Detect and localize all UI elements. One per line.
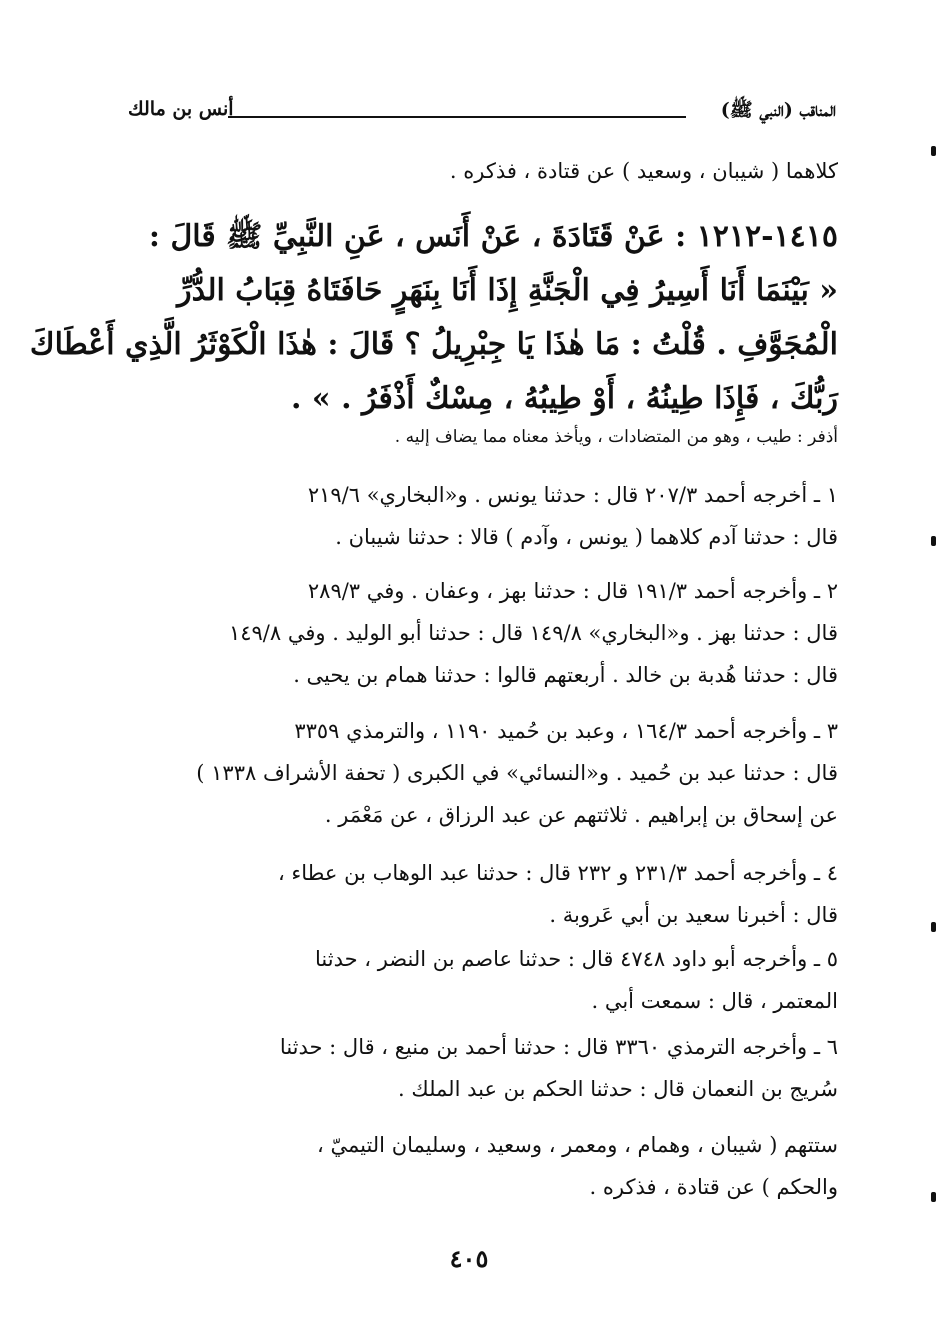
note-2-line-2: قال : حدثنا بهز . و«البخاري» ١٤٩/٨ قال : حدثنا أبو الوليد . وفي ١٤٩/٨ bbox=[228, 621, 838, 645]
hadith-line-4: رَبُّكَ ، فَإِذَا طِينُهُ ، أَوْ طِيبُهُ ، مِسْكٌ أَذْفَرُ . » . bbox=[291, 381, 838, 416]
note-1-line-2: قال : حدثنا آدم كلاهما ( يونس ، وآدم ) قالا : حدثنا شيبان . bbox=[335, 525, 838, 549]
note-6-line-2: سُريج بن النعمان قال : حدثنا الحكم بن عبد الملك . bbox=[398, 1077, 838, 1101]
note-4-line-2: قال : أخبرنا سعيد بن أبي عَروبة . bbox=[549, 903, 838, 927]
scan-edge-mark bbox=[931, 922, 936, 932]
hadith-line-2: « بَيْنَمَا أَنَا أَسِيرُ فِي الْجَنَّةِ إِذَا أَنَا بِنَهَرٍ حَافَتَاهُ قِبَابُ الدُّرِّ bbox=[177, 273, 838, 308]
takhrij-note-5 bbox=[136, 938, 838, 1022]
note-5-line-1: ٥ ـ وأخرجه أبو داود ٤٧٤٨ قال : حدثنا عاصم بن النضر ، حدثنا bbox=[315, 947, 838, 971]
takhrij-note-4 bbox=[136, 852, 838, 936]
intro-paragraph bbox=[136, 153, 838, 189]
header-book-title: المناقب (النبي ﷺ) bbox=[720, 99, 836, 121]
hadith-text bbox=[29, 210, 838, 426]
summary-paragraph bbox=[136, 1124, 838, 1208]
note-3-line-1: ٣ ـ وأخرجه أحمد ١٦٤/٣ ، وعبد بن حُميد ١١٩٠ ، والترمذي ٣٣٥٩ bbox=[294, 719, 838, 743]
header-narrator: أنس بن مالك bbox=[128, 98, 234, 120]
note-3-line-2: قال : حدثنا عبد بن حُميد . و«النسائي» في الكبرى ( تحفة الأشراف ١٣٣٨ ) bbox=[196, 761, 838, 785]
note-2-line-3: قال : حدثنا هُدبة بن خالد . أربعتهم قالوا : حدثنا همام بن يحيى . bbox=[293, 663, 838, 687]
note-6-line-1: ٦ ـ وأخرجه الترمذي ٣٣٦٠ قال : حدثنا أحمد بن منيع ، قال : حدثنا bbox=[279, 1035, 838, 1059]
page-number: ٤٠٥ bbox=[449, 1244, 489, 1273]
hadith-line-1: ١٤١٥-١٢١٢ : عَنْ قَتَادَةَ ، عَنْ أَنَس ، عَنِ النَّبِيِّ ﷺ قَالَ : bbox=[148, 219, 838, 254]
note-3-line-3: عن إسحاق بن إبراهيم . ثلاثتهم عن عبد الرزاق ، عن مَعْمَر . bbox=[324, 803, 838, 827]
scan-edge-mark bbox=[931, 146, 936, 156]
hadith-line-3: الْمُجَوَّفِ . قُلْتُ : مَا هٰذَا يَا جِبْرِيلُ ؟ قَالَ : هٰذَا الْكَوْثَرُ الَّذِي أَعْطَاكَ bbox=[29, 327, 838, 362]
takhrij-note-2 bbox=[136, 570, 838, 696]
note-5-line-2: المعتمر ، قال : سمعت أبي . bbox=[591, 989, 838, 1013]
note-1-line-1: ١ ـ أخرجه أحمد ٢٠٧/٣ قال : حدثنا يونس . و«البخاري» ٢١٩/٦ bbox=[307, 483, 838, 507]
summary-line-1: ستتهم ( شيبان ، وهمام ، ومعمر ، وسعيد ، وسليمان التيميّ ، bbox=[317, 1133, 838, 1157]
scan-edge-mark bbox=[931, 536, 936, 546]
scan-edge-mark bbox=[931, 1192, 936, 1202]
header-rule bbox=[228, 116, 686, 118]
takhrij-note-3 bbox=[136, 710, 838, 836]
summary-line-2: والحكم ) عن قتادة ، فذكره . bbox=[589, 1175, 838, 1199]
gloss-line: أذفر : طيب ، وهو من المتضادات ، ويأخذ معناه مما يضاف إليه . bbox=[394, 427, 838, 447]
intro-line: كلاهما ( شيبان ، وسعيد ) عن قتادة ، فذكره . bbox=[449, 159, 838, 183]
takhrij-note-1 bbox=[136, 474, 838, 558]
word-gloss bbox=[136, 422, 838, 452]
note-4-line-1: ٤ ـ وأخرجه أحمد ٢٣١/٣ و ٢٣٢ قال : حدثنا عبد الوهاب بن عطاء ، bbox=[277, 861, 838, 885]
running-header bbox=[128, 98, 836, 128]
note-2-line-1: ٢ ـ وأخرجه أحمد ١٩١/٣ قال : حدثنا بهز ، وعفان . وفي ٢٨٩/٣ bbox=[307, 579, 838, 603]
takhrij-note-6 bbox=[136, 1026, 838, 1110]
